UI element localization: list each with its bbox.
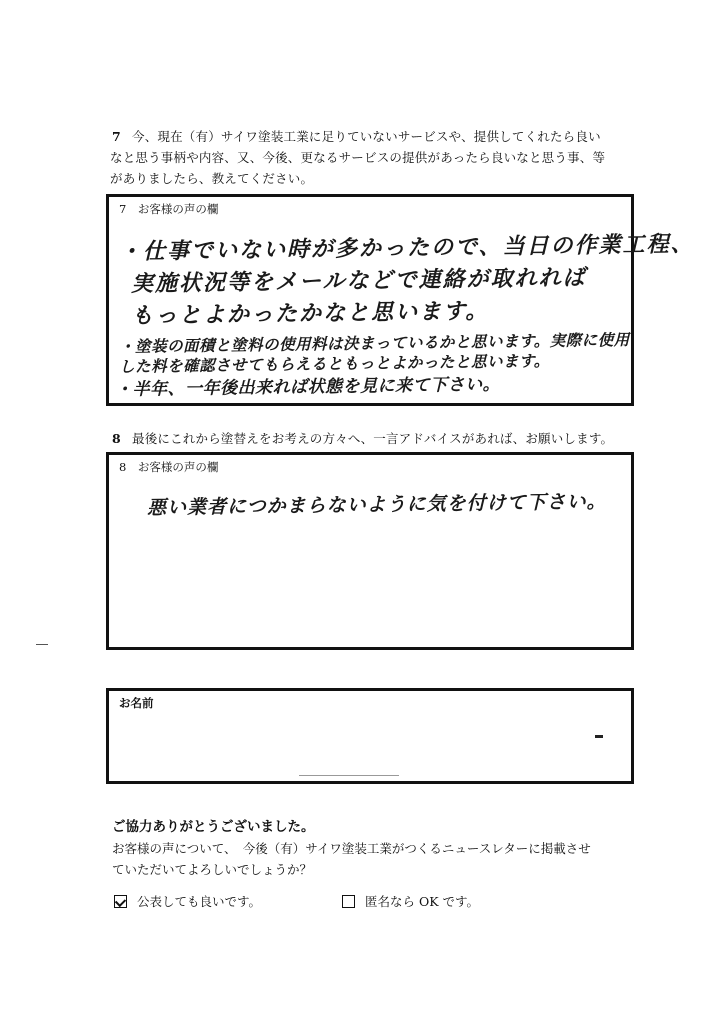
scan-artifact <box>36 644 48 645</box>
handwriting-line-4: ・塗装の面積と塗料の使用料は決まっているかと思います。実際に使用 <box>118 330 630 356</box>
customer-voice-box-8 <box>106 452 634 650</box>
question-7-line-1 <box>112 126 642 147</box>
question-7 <box>112 126 642 189</box>
handwriting-line-5: した料を確認させてもらえるともっとよかったと思います。 <box>118 351 550 376</box>
notice-line-1: お客様の声について、 今後（有）サイワ塗装工業がつくるニュースレターに掲載させ <box>112 841 591 856</box>
option-public[interactable] <box>114 892 261 910</box>
option-anonymous[interactable] <box>342 892 479 910</box>
question-8-number: 8 <box>112 431 121 446</box>
name-box-label: お名前 <box>119 696 154 710</box>
notice-line-2: ていただいてよろしいでしょうか？ <box>112 862 313 877</box>
publication-notice <box>112 838 591 880</box>
thanks-message: ご協力ありがとうございました。 <box>112 819 315 835</box>
option-anonymous-label: 匿名なら OK です。 <box>365 894 480 909</box>
handwriting-line-3: もっとよかったかなと思います。 <box>130 298 490 329</box>
question-8 <box>112 428 642 449</box>
customer-voice-box-7 <box>106 194 695 406</box>
checkbox-public[interactable] <box>114 895 127 908</box>
handwriting-line-1: ・仕事でいない時が多かったので、当日の作業工程、 <box>118 231 695 265</box>
handwriting-line-2: 実施状況等をメールなどで連絡が取れれば <box>130 265 587 297</box>
box-7-label: 7 お客様の声の欄 <box>119 202 219 216</box>
handwriting-advice: 悪い業者につかまらないように気を付けて下さい。 <box>146 490 607 519</box>
question-7-line-2: なと思う事柄や内容、又、今後、更なるサービスの提供があったら良いなと思う事、等 <box>110 150 606 165</box>
faint-stroke <box>299 775 399 776</box>
question-7-text-1: 今、現在（有）サイワ塗装工業に足りていないサービスや、提供してくれたら良い <box>132 129 601 144</box>
box-8-label: 8 お客様の声の欄 <box>119 460 219 474</box>
ink-mark <box>595 735 603 738</box>
question-7-line-3: がありましたら、教えてください。 <box>110 171 314 186</box>
handwriting-line-6: ・半年、一年後出来れば状態を見に来て下さい。 <box>114 374 501 400</box>
name-box <box>106 688 634 784</box>
checkbox-anonymous[interactable] <box>342 895 355 908</box>
question-7-number: 7 <box>112 129 121 144</box>
option-public-label: 公表しても良いです。 <box>137 894 262 909</box>
question-8-text: 最後にこれから塗替えをお考えの方々へ、一言アドバイスがあれば、お願いします。 <box>132 431 614 446</box>
